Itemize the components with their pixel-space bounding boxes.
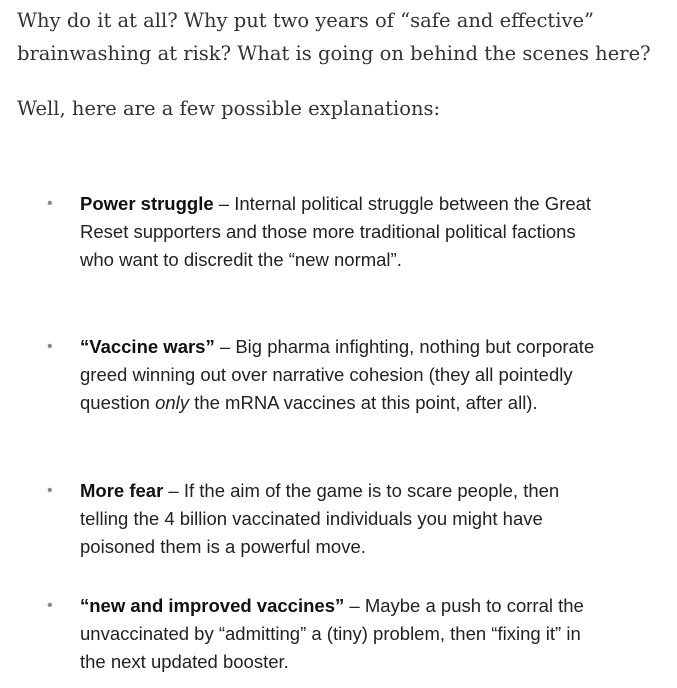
bullet-icon: • — [47, 482, 53, 499]
bullet-icon: • — [47, 195, 53, 212]
item-emphasis: only — [155, 392, 190, 413]
item-dash: – — [213, 193, 235, 214]
item-lead: More fear — [80, 480, 164, 501]
bullet-icon: • — [47, 597, 53, 614]
item-dash: – — [214, 336, 236, 357]
intro-paragraph: Why do it at all? Why put two years of “safe and effective” brainwashing at risk? What is going on behind the scenes here? — [17, 9, 651, 65]
item-text-after: the mRNA vaccines at this point, after all). — [189, 392, 538, 413]
item-lead: “new and improved vaccines” — [80, 595, 345, 616]
item-dash: – — [344, 595, 365, 616]
list-item-vaccine-wars — [47, 333, 600, 417]
item-text: Maybe a push to corral the unvaccinated by “admitting” a (tiny) problem, then “fixing it” in the next updated booster. — [80, 595, 584, 672]
item-dash: – — [163, 480, 184, 501]
explanations-intro: Well, here are a few possible explanations: — [17, 97, 441, 120]
item-lead: Power struggle — [80, 193, 214, 214]
list-item-new-improved-vaccines — [47, 592, 600, 676]
list-item-power-struggle — [47, 190, 600, 274]
bullet-icon: • — [47, 338, 53, 355]
list-item-more-fear — [47, 477, 600, 561]
item-text: If the aim of the game is to scare people, then telling the 4 billion vaccinated individuals you might have poisoned them is a powerful move. — [80, 480, 560, 557]
item-text: Internal political struggle between the Great Reset supporters and those more traditional political factions who want to discredit the “new normal”. — [80, 193, 592, 270]
item-lead: “Vaccine wars” — [80, 336, 215, 357]
item-text-before: Big pharma infighting, nothing but corporate greed winning out over narrative cohesion (they all pointedly question — [80, 336, 595, 413]
